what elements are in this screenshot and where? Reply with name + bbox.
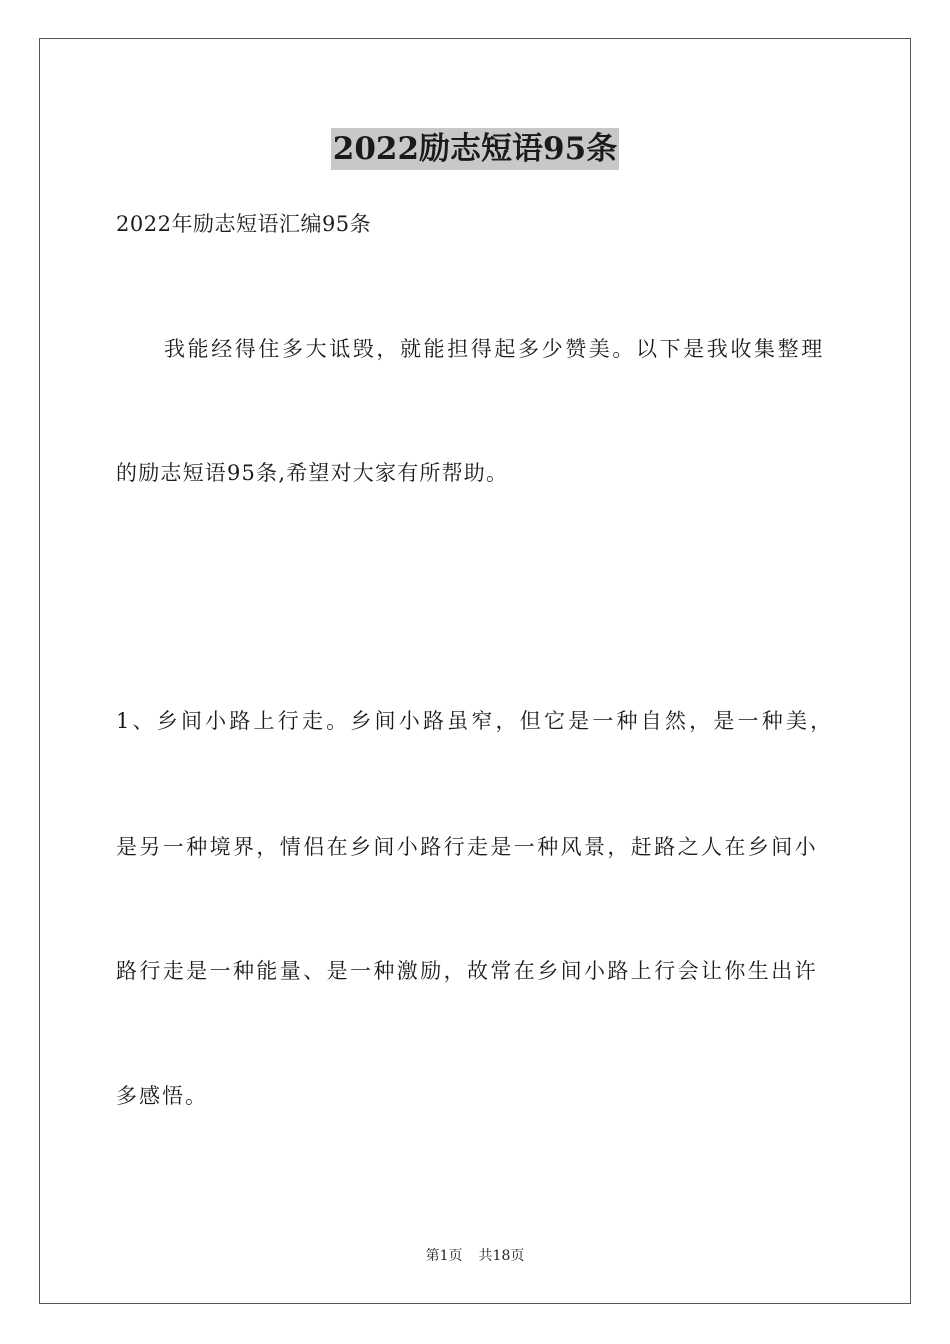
item-1-line-2: 是另一种境界，情侣在乡间小路行走是一种风景，赶路之人在乡间小 [116, 835, 818, 859]
item-1-line-4: 多感悟。 [116, 1084, 208, 1108]
document-title [0, 128, 950, 170]
intro-line-1: 我能经得住多大诋毁，就能担得起多少赞美。以下是我收集整理 [164, 337, 825, 361]
item-1-line-1: 1、乡间小路上行走。乡间小路虽窄，但它是一种自然，是一种美， [116, 709, 835, 733]
page-footer [0, 1246, 950, 1266]
document-subtitle: 2022年励志短语汇编95条 [116, 212, 372, 236]
document-title-text: 2022励志短语95条 [331, 128, 619, 170]
item-1-line-3: 路行走是一种能量、是一种激励，故常在乡间小路上行会让你生出许 [116, 959, 818, 983]
intro-line-2: 的励志短语95条,希望对大家有所帮助。 [116, 461, 509, 485]
page-total: 共18页 [478, 1248, 525, 1264]
page-number: 第1页 [425, 1248, 463, 1264]
